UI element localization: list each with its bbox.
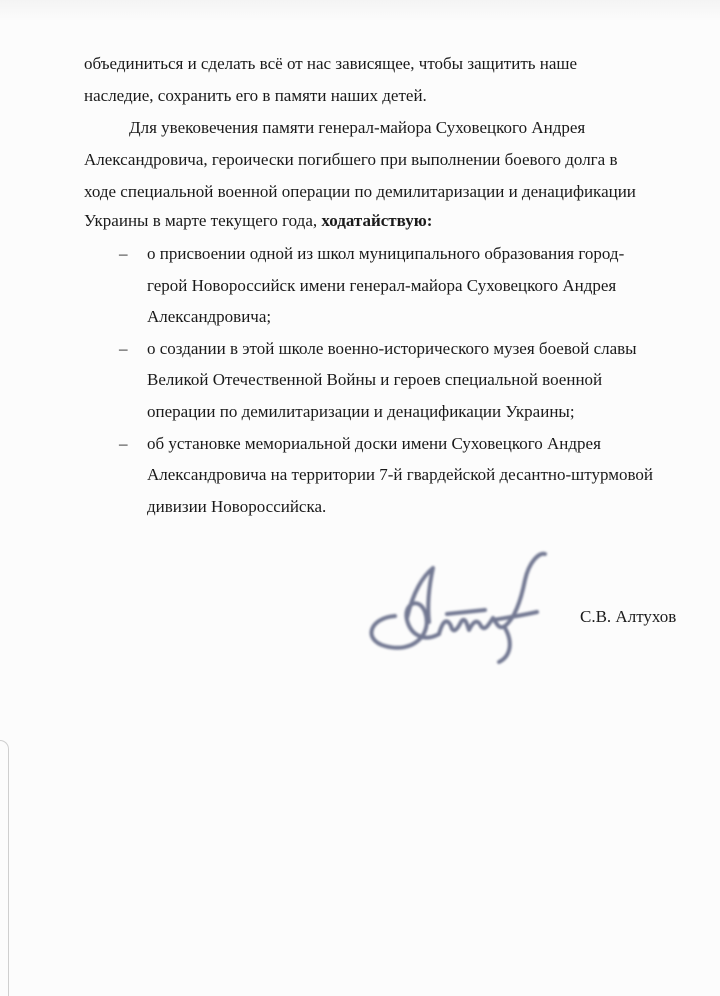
list-item-2-dash: – xyxy=(119,339,128,358)
list-item-1-line-1: о присвоении одной из школ муниципального образования город- xyxy=(147,244,625,263)
page-edge-mark xyxy=(0,740,9,996)
list-item-1-dash: – xyxy=(119,244,128,263)
list-item-3-line-1: об установке мемориальной доски имени Суховецкого Андрея xyxy=(147,434,601,453)
handwritten-signature xyxy=(355,538,555,668)
list-item-2-line-3: операции по демилитаризации и денацификации Украины; xyxy=(147,402,575,421)
petition-keyword: ходатайствую: xyxy=(321,211,433,230)
paragraph-2-line-4-text: Украины в марте текущего года, xyxy=(84,211,322,230)
paragraph-2-line-1: Для увековечения памяти генерал-майора Суховецкого Андрея xyxy=(129,118,586,137)
paragraph-2-line-4 xyxy=(84,205,432,237)
list-item-3-line-2: Александровича на территории 7-й гвардейской десантно-штурмовой xyxy=(147,465,653,484)
paragraph-2-line-3: ходе специальной военной операции по демилитаризации и денацификации xyxy=(84,182,636,201)
signer-name: С.В. Алтухов xyxy=(580,607,677,626)
list-item-1-line-3: Александровича; xyxy=(147,307,272,326)
list-item-2-line-1: о создании в этой школе военно-исторического музея боевой славы xyxy=(147,339,637,358)
paragraph-1-line-1: объединиться и сделать всё от нас зависящее, чтобы защитить наше xyxy=(84,54,578,73)
scan-top-shadow xyxy=(0,0,720,22)
list-item-2-line-2: Великой Отечественной Войны и героев специальной военной xyxy=(147,370,603,389)
list-item-3-dash: – xyxy=(119,434,128,453)
paragraph-1-line-2: наследие, сохранить его в памяти наших детей. xyxy=(84,86,427,105)
paragraph-2-line-2: Александровича, героически погибшего при выполнении боевого долга в xyxy=(84,150,618,169)
list-item-3-line-3: дивизии Новороссийска. xyxy=(147,497,327,516)
list-item-1-line-2: герой Новороссийск имени генерал-майора Суховецкого Андрея xyxy=(147,276,617,295)
